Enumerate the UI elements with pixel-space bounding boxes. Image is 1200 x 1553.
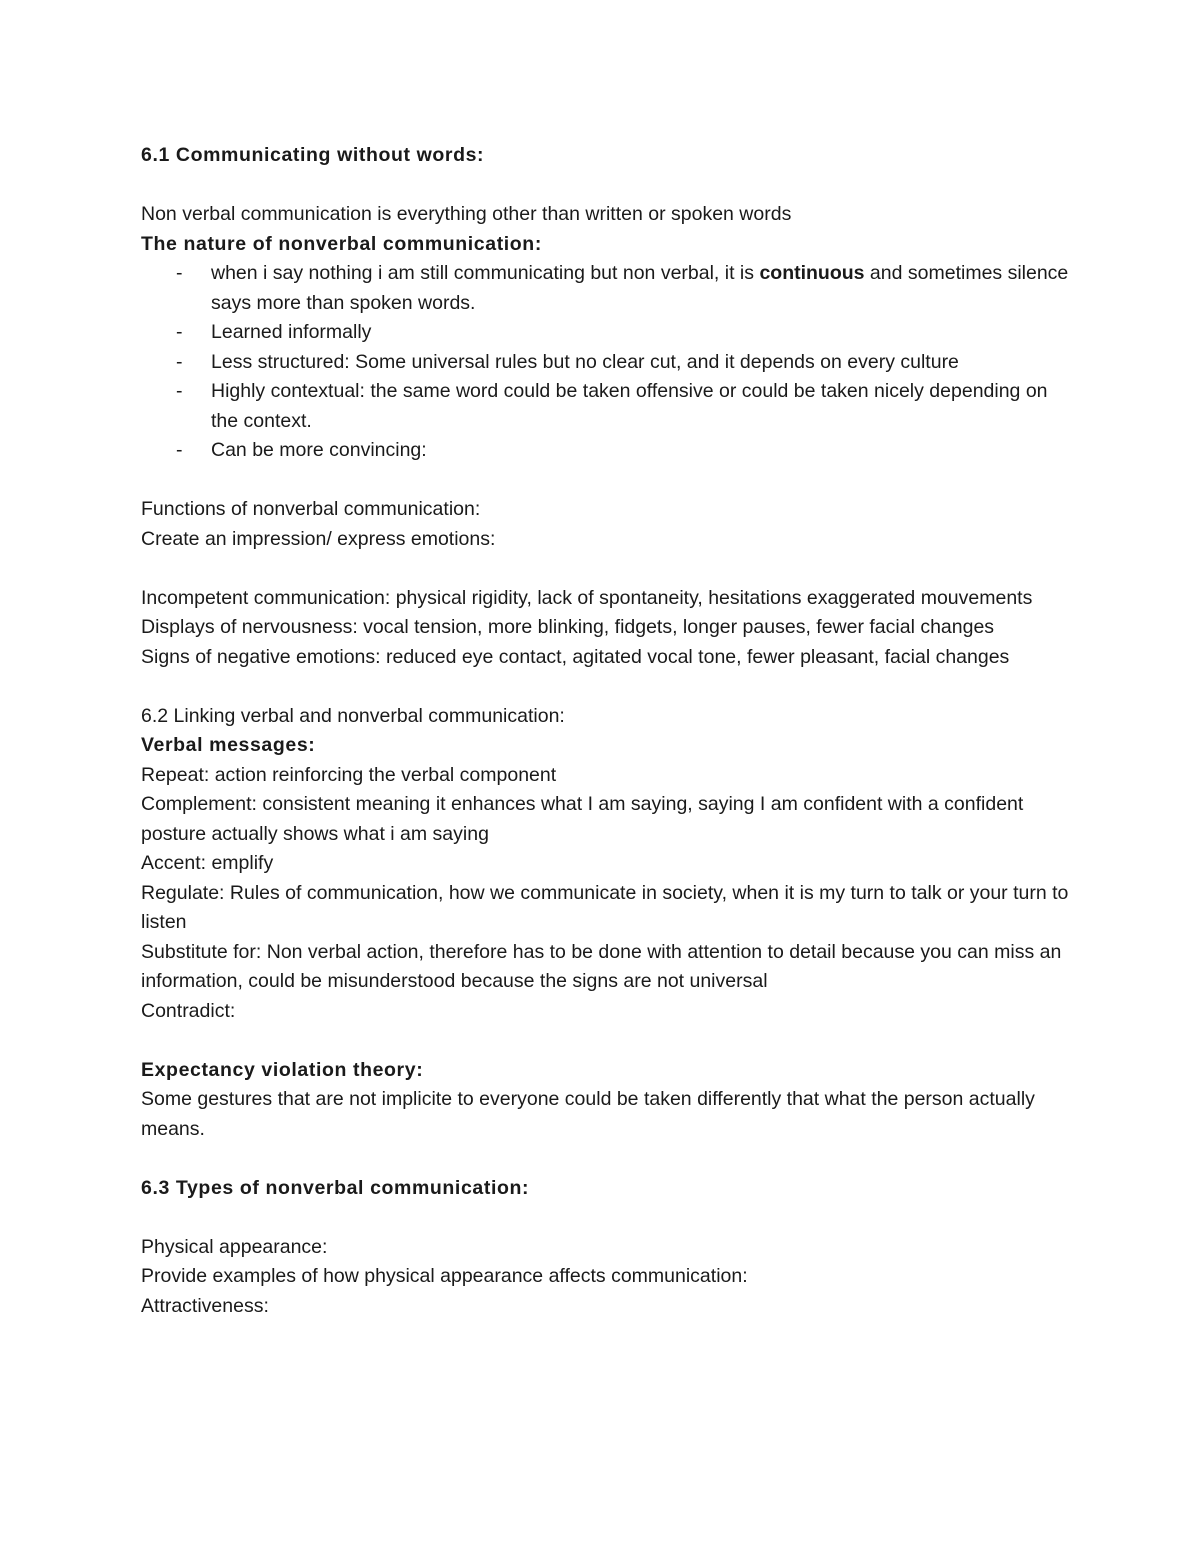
- negative-emotions-text: Signs of negative emotions: reduced eye contact, agitated vocal tone, fewer pleasant, facial changes: [141, 645, 1010, 668]
- bullet-dash: -: [176, 380, 183, 402]
- verbal-messages-heading: Verbal messages:: [141, 734, 316, 756]
- bullet-dash: -: [176, 439, 183, 461]
- list-item: - Learned informally: [141, 318, 1071, 348]
- nature-list: [141, 259, 1071, 466]
- intro-text: Non verbal communication is everything other than written or spoken words: [141, 203, 792, 225]
- section-2-heading: 6.2 Linking verbal and nonverbal communication:: [141, 704, 565, 727]
- list-item: - Less structured: Some universal rules but no clear cut, and it depends on every culture: [141, 348, 1071, 378]
- section-3-heading: 6.3 Types of nonverbal communication:: [141, 1176, 530, 1199]
- bullet-dash: -: [176, 262, 183, 284]
- regulate-text: Regulate: Rules of communication, how we communicate in society, when it is my turn to talk or your turn to listen: [141, 881, 1069, 933]
- attractiveness-text: Attractiveness:: [141, 1294, 269, 1317]
- functions-text: Functions of nonverbal communication:: [141, 498, 481, 520]
- contradict-text: Contradict:: [141, 999, 236, 1022]
- accent-text: Accent: emplify: [141, 852, 274, 874]
- bullet-dash: -: [176, 350, 183, 373]
- expectancy-heading: Expectancy violation theory:: [141, 1058, 424, 1081]
- list-item: - when i say nothing i am still communicating but non verbal, it is continuous and sometimes silence says more than spoken words.: [141, 259, 1071, 318]
- incompetent-text: Incompetent communication: physical rigidity, lack of spontaneity, hesitations exaggerated mouvements: [141, 586, 1033, 609]
- examples-text: Provide examples of how physical appearance affects communication:: [141, 1265, 748, 1287]
- list-item: - Highly contextual: the same word could be taken offensive or could be taken nicely depending on the context.: [141, 377, 1071, 436]
- document-body: [141, 141, 1071, 1321]
- complement-text: Complement: consistent meaning it enhances what I am saying, saying I am confident with a confident posture actually shows what i am saying: [141, 793, 1024, 845]
- bullet-dash: -: [176, 321, 183, 343]
- list-item: - Can be more convincing:: [141, 436, 1071, 466]
- nervousness-text: Displays of nervousness: vocal tension, more blinking, fidgets, longer pauses, fewer facial changes: [141, 616, 995, 638]
- physical-appearance-text: Physical appearance:: [141, 1235, 328, 1258]
- substitute-text: Substitute for: Non verbal action, therefore has to be done with attention to detail because you can miss an information, could be misunderstood because the signs are not universal: [141, 940, 1062, 992]
- section-1-heading: 6.1 Communicating without words:: [141, 144, 485, 166]
- impression-text: Create an impression/ express emotions:: [141, 527, 496, 550]
- expectancy-text: Some gestures that are not implicite to everyone could be taken differently that what the person actually means.: [141, 1088, 1035, 1140]
- nature-heading: The nature of nonverbal communication:: [141, 232, 542, 255]
- repeat-text: Repeat: action reinforcing the verbal component: [141, 763, 557, 786]
